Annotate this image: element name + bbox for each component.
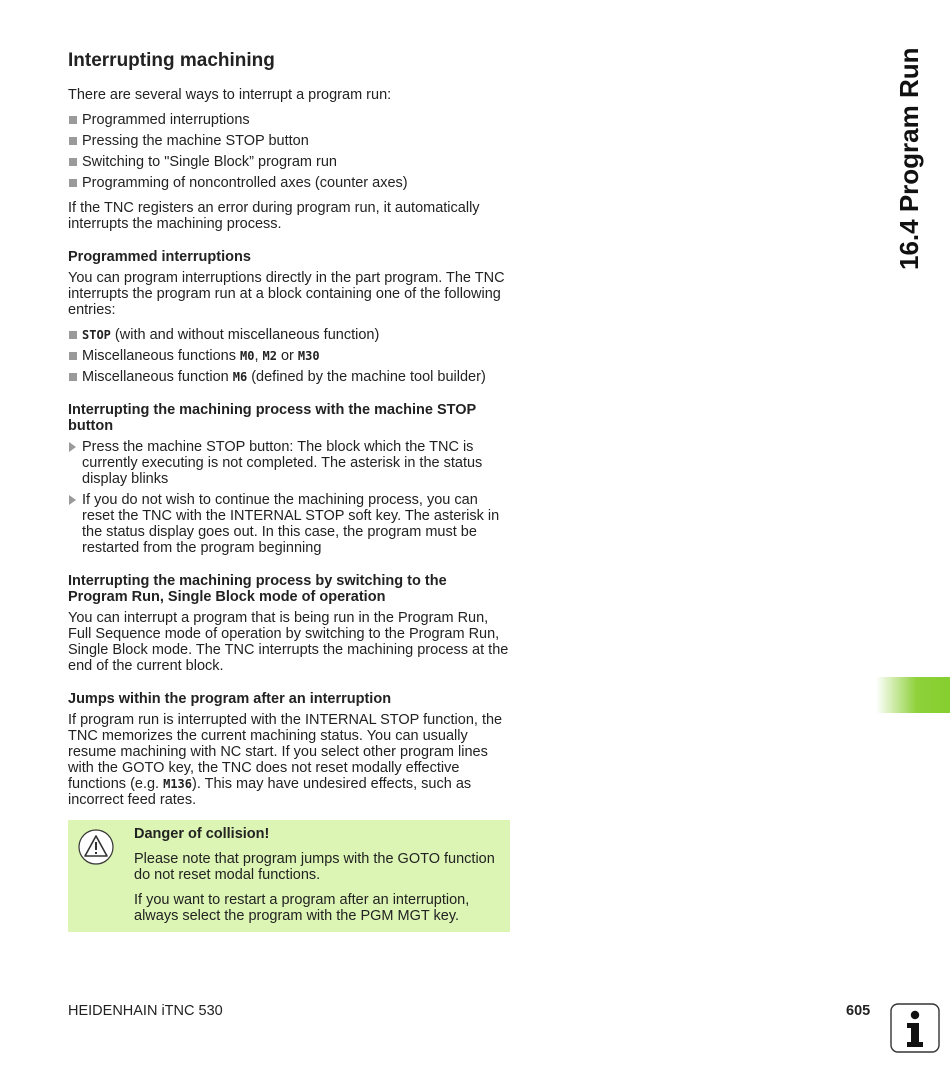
page-title: Interrupting machining xyxy=(68,50,275,71)
stop-steps-list xyxy=(68,439,510,556)
page-number: 605 xyxy=(846,1003,871,1019)
footer-product: HEIDENHAIN iTNC 530 xyxy=(68,1003,223,1019)
danger-box xyxy=(68,820,510,932)
list-item-text: (with and without miscellaneous function) xyxy=(110,327,380,343)
jumps-text-b: ). This may have undesired effects, such as incorrect feed rates. xyxy=(68,776,472,808)
code-m136: M136 xyxy=(163,777,193,791)
danger-text-1: Please note that program jumps with the GOTO function do not reset modal functions. xyxy=(134,851,495,883)
code-stop: STOP xyxy=(82,328,111,342)
stop-button-heading: Interrupting the machining process with the machine STOP button xyxy=(68,402,476,434)
code-m0: M0 xyxy=(239,349,255,363)
ways-list xyxy=(68,112,510,191)
info-icon xyxy=(890,1003,940,1053)
error-text: If the TNC registers an error during program run, it automatically interrupts the machining process. xyxy=(68,200,480,232)
list-item: Switching to "Single Block” program run xyxy=(68,154,510,170)
list-item-text: Miscellaneous functions xyxy=(82,348,240,364)
programmed-heading: Programmed interruptions xyxy=(68,249,251,265)
danger-text-2: If you want to restart a program after an interruption, always select the program with the PGM MGT key. xyxy=(134,892,470,924)
list-item-text: (defined by the machine tool builder) xyxy=(247,369,486,385)
intro-text: There are several ways to interrupt a program run: xyxy=(68,87,392,103)
danger-title: Danger of collision! xyxy=(134,826,270,842)
programmed-list xyxy=(68,327,510,385)
list-item: Pressing the machine STOP button xyxy=(68,133,510,149)
list-item xyxy=(68,369,510,385)
chapter-tab-marker xyxy=(876,677,950,713)
list-item xyxy=(68,327,510,343)
code-m6: M6 xyxy=(232,370,248,384)
code-m2: M2 xyxy=(262,349,277,363)
jumps-text xyxy=(68,712,510,808)
section-title: 16.4 Program Run xyxy=(894,47,924,270)
warning-triangle-icon xyxy=(78,829,114,865)
jumps-heading: Jumps within the program after an interruption xyxy=(68,691,392,707)
page-content xyxy=(68,50,510,932)
code-m30: M30 xyxy=(297,349,320,363)
single-block-heading: Interrupting the machining process by switching to the Program Run, Single Block mode of operation xyxy=(68,573,447,605)
step-item: If you do not wish to continue the machining process, you can reset the TNC with the INTERNAL STOP soft key. The asterisk in the status display goes out. In this case, the program must be restarted from the program beginning xyxy=(68,492,510,556)
list-item-text: Miscellaneous function xyxy=(82,369,233,385)
separator-text: , xyxy=(254,348,263,364)
programmed-text: You can program interruptions directly in the part program. The TNC interrupts the program run at a block containing one of the following entries: xyxy=(68,270,505,318)
list-item: Programmed interruptions xyxy=(68,112,510,128)
step-item: Press the machine STOP button: The block which the TNC is currently executing is not completed. The asterisk in the status display blinks xyxy=(68,439,510,487)
jumps-text-a: If program run is interrupted with the INTERNAL STOP function, the TNC memorizes the current machining status. You can usually resume machining with NC start. If you select other program lines with the GOTO key, the TNC does not reset modally effective functions (e.g. xyxy=(68,712,503,792)
single-block-text: You can interrupt a program that is being run in the Program Run, Full Sequence mode of operation by switching to the Program Run, Single Block mode. The TNC interrupts the machining process at the end of the current block. xyxy=(68,610,509,674)
separator-text: or xyxy=(276,348,298,364)
list-item xyxy=(68,348,510,364)
list-item: Programming of noncontrolled axes (counter axes) xyxy=(68,175,510,191)
